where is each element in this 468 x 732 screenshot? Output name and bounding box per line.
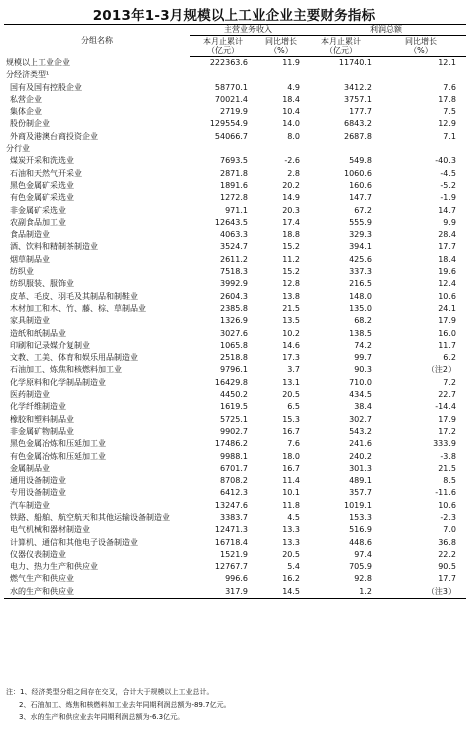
table-row bbox=[4, 340, 466, 352]
revenue-cell: 3027.6 bbox=[220, 328, 248, 338]
row-label: 黑色金属冶炼和压延加工业 bbox=[10, 439, 106, 449]
revenue-cell: 8708.2 bbox=[220, 476, 248, 486]
section-row bbox=[4, 69, 466, 81]
row-label: 石油加工、炼焦和核燃料加工业 bbox=[10, 365, 122, 375]
profit-growth-cell: -2.3 bbox=[440, 512, 456, 522]
profit-cell: 302.7 bbox=[349, 414, 372, 424]
revenue-cell: 1521.9 bbox=[220, 549, 248, 559]
empty-cell bbox=[256, 143, 306, 155]
empty-cell bbox=[376, 69, 466, 81]
revenue-growth-cell: 13.1 bbox=[282, 377, 300, 387]
profit-growth-cell: -4.5 bbox=[440, 168, 456, 178]
row-label: 纺织服装、服饰业 bbox=[10, 279, 74, 289]
row-label: 股份制企业 bbox=[10, 119, 50, 129]
profit-growth-cell: 8.5 bbox=[443, 476, 456, 486]
revenue-cell: 12767.7 bbox=[214, 562, 248, 572]
empty-cell bbox=[376, 143, 466, 155]
revenue-growth-cell: 15.2 bbox=[282, 242, 300, 252]
table-row bbox=[4, 82, 466, 94]
table-row bbox=[4, 549, 466, 561]
revenue-growth-cell: 16.2 bbox=[282, 574, 300, 584]
row-label: 文教、工美、体育和娱乐用品制造业 bbox=[10, 353, 138, 363]
revenue-cell: 6701.7 bbox=[220, 463, 248, 473]
revenue-growth-cell: 13.3 bbox=[282, 537, 300, 547]
row-label: 有色金属矿采选业 bbox=[10, 193, 74, 203]
row-label: 农副食品加工业 bbox=[10, 217, 66, 227]
table-row bbox=[4, 438, 466, 450]
revenue-cell: 13247.6 bbox=[214, 500, 248, 510]
profit-growth-cell: 16.0 bbox=[438, 328, 456, 338]
revenue-cell: 9796.1 bbox=[220, 365, 248, 375]
table-row bbox=[4, 57, 466, 70]
profit-cell: 425.6 bbox=[349, 254, 372, 264]
profit-cell: 148.0 bbox=[349, 291, 372, 301]
profit-growth-cell: 17.9 bbox=[438, 414, 456, 424]
profit-growth-cell: 17.8 bbox=[438, 94, 456, 104]
revenue-growth-cell: 18.4 bbox=[282, 94, 300, 104]
profit-cell: 160.6 bbox=[349, 180, 372, 190]
footnotes bbox=[6, 686, 464, 724]
footnote: 注：1、经济类型分组之间存在交叉，合计大于规模以上工业总计。 bbox=[6, 688, 214, 696]
profit-growth-cell: -3.8 bbox=[440, 451, 456, 461]
revenue-cell: 9988.1 bbox=[220, 451, 248, 461]
revenue-growth-cell: 14.9 bbox=[282, 193, 300, 203]
profit-growth-cell: 22.7 bbox=[438, 390, 456, 400]
revenue-cell: 2604.3 bbox=[220, 291, 248, 301]
profit-growth-cell: 90.5 bbox=[438, 562, 456, 572]
profit-growth-cell: 10.6 bbox=[438, 291, 456, 301]
table-row bbox=[4, 352, 466, 364]
table-row bbox=[4, 205, 466, 217]
row-label: 汽车制造业 bbox=[10, 500, 50, 510]
revenue-cell: 9902.7 bbox=[220, 426, 248, 436]
revenue-cell: 1326.9 bbox=[220, 316, 248, 326]
profit-growth-cell: 17.9 bbox=[438, 316, 456, 326]
revenue-cell: 996.6 bbox=[225, 574, 248, 584]
empty-cell bbox=[306, 69, 376, 81]
revenue-cell: 70021.4 bbox=[214, 94, 248, 104]
table-row bbox=[4, 254, 466, 266]
table-row bbox=[4, 463, 466, 475]
profit-growth-cell: -14.4 bbox=[435, 402, 456, 412]
revenue-cum-header: 本月止累计 （亿元） bbox=[190, 36, 256, 57]
table-row bbox=[4, 180, 466, 192]
revenue-growth-cell: 11.8 bbox=[282, 500, 300, 510]
profit-cell: 11740.1 bbox=[338, 58, 372, 67]
table-row bbox=[4, 401, 466, 413]
revenue-growth-cell: 11.2 bbox=[282, 254, 300, 264]
revenue-cell: 2719.9 bbox=[220, 107, 248, 117]
profit-cell: 543.2 bbox=[349, 426, 372, 436]
table-row bbox=[4, 229, 466, 241]
revenue-cell: 16718.4 bbox=[214, 537, 248, 547]
revenue-cell: 17486.2 bbox=[214, 439, 248, 449]
revenue-cell: 3383.7 bbox=[220, 512, 248, 522]
revenue-growth-cell: 10.2 bbox=[282, 328, 300, 338]
revenue-growth-cell: 21.5 bbox=[282, 303, 300, 313]
revenue-growth-cell: 18.0 bbox=[282, 451, 300, 461]
row-label: 非金属矿物制品业 bbox=[10, 426, 74, 436]
table-row bbox=[4, 377, 466, 389]
table-row bbox=[4, 278, 466, 290]
row-label: 橡胶和塑料制品业 bbox=[10, 414, 74, 424]
table-row bbox=[4, 364, 466, 376]
profit-growth-cell: 10.6 bbox=[438, 500, 456, 510]
revenue-cell: 2871.8 bbox=[220, 168, 248, 178]
profit-cell: 705.9 bbox=[349, 562, 372, 572]
profit-cell: 99.7 bbox=[354, 353, 372, 363]
profit-cell: 68.2 bbox=[354, 316, 372, 326]
table-row bbox=[4, 106, 466, 118]
profit-growth-cell: 14.7 bbox=[438, 205, 456, 215]
revenue-growth-cell: 14.5 bbox=[256, 586, 306, 599]
profit-cell: 67.2 bbox=[354, 205, 372, 215]
profit-cell: 1019.1 bbox=[344, 500, 372, 510]
revenue-cell: 5725.1 bbox=[220, 414, 248, 424]
row-label: 国有及国有控股企业 bbox=[10, 82, 82, 92]
profit-cell: 3757.1 bbox=[344, 94, 372, 104]
revenue-cell: 1272.8 bbox=[220, 193, 248, 203]
revenue-cell: 1619.5 bbox=[220, 402, 248, 412]
empty-cell bbox=[190, 143, 256, 155]
profit-cell: 329.3 bbox=[349, 230, 372, 240]
revenue-cell: 6412.3 bbox=[220, 488, 248, 498]
financial-indicators-table bbox=[4, 24, 466, 599]
profit-group-header: 利润总额 bbox=[306, 25, 466, 36]
revenue-cell: 222363.6 bbox=[209, 58, 248, 67]
revenue-growth-cell: 11.4 bbox=[282, 476, 300, 486]
row-label: 燃气生产和供应业 bbox=[10, 574, 74, 584]
revenue-growth-cell: -2.6 bbox=[284, 156, 300, 166]
revenue-growth-cell: 20.2 bbox=[282, 180, 300, 190]
profit-growth-cell: 7.6 bbox=[443, 82, 456, 92]
row-label: 有色金属冶炼和压延加工业 bbox=[10, 451, 106, 461]
table-row bbox=[4, 537, 466, 549]
profit-cell: 2687.8 bbox=[344, 131, 372, 141]
revenue-cell: 1065.8 bbox=[220, 340, 248, 350]
profit-growth-cell: 6.2 bbox=[443, 353, 456, 363]
revenue-cell: 58770.1 bbox=[214, 82, 248, 92]
row-label: 造纸和纸制品业 bbox=[10, 328, 66, 338]
profit-growth-cell: 7.0 bbox=[443, 525, 456, 535]
profit-cell: 549.8 bbox=[349, 156, 372, 166]
table-row bbox=[4, 512, 466, 524]
revenue-growth-cell: 16.7 bbox=[282, 463, 300, 473]
profit-growth-cell: 28.4 bbox=[438, 230, 456, 240]
profit-growth-cell: 22.2 bbox=[438, 549, 456, 559]
profit-growth-cell: 17.7 bbox=[438, 242, 456, 252]
revenue-growth-cell: 12.8 bbox=[282, 279, 300, 289]
profit-growth-cell: 11.7 bbox=[438, 340, 456, 350]
profit-growth-cell: （注3） bbox=[376, 586, 466, 599]
revenue-growth-header: 同比增长 （%） bbox=[256, 36, 306, 57]
revenue-growth-cell: 7.6 bbox=[287, 439, 300, 449]
footnote: 2、石油加工、炼焦和核燃料加工业去年同期利润总额为-89.7亿元。 bbox=[19, 700, 231, 709]
row-label: 金属制品业 bbox=[10, 463, 50, 473]
revenue-growth-cell: 2.8 bbox=[287, 168, 300, 178]
profit-growth-cell: 7.5 bbox=[443, 107, 456, 117]
profit-cell: 3412.2 bbox=[344, 82, 372, 92]
revenue-cell: 2385.8 bbox=[220, 303, 248, 313]
profit-cell: 1.2 bbox=[306, 586, 376, 599]
profit-cell: 240.2 bbox=[349, 451, 372, 461]
revenue-cell: 12643.5 bbox=[214, 217, 248, 227]
row-label: 食品制造业 bbox=[10, 230, 50, 240]
revenue-growth-cell: 13.5 bbox=[282, 316, 300, 326]
table-row bbox=[4, 475, 466, 487]
row-label: 纺织业 bbox=[10, 267, 34, 277]
profit-cell: 153.3 bbox=[349, 512, 372, 522]
revenue-growth-cell: 16.7 bbox=[282, 426, 300, 436]
profit-cell: 489.1 bbox=[349, 476, 372, 486]
revenue-growth-cell: 20.5 bbox=[282, 549, 300, 559]
profit-growth-cell: -5.2 bbox=[440, 180, 456, 190]
table-row bbox=[4, 426, 466, 438]
row-label: 通用设备制造业 bbox=[10, 476, 66, 486]
revenue-cell: 7693.5 bbox=[220, 156, 248, 166]
revenue-growth-cell: 15.3 bbox=[282, 414, 300, 424]
revenue-growth-cell: 20.5 bbox=[282, 390, 300, 400]
table-row bbox=[4, 500, 466, 512]
row-label: 酒、饮料和精制茶制造业 bbox=[10, 242, 98, 252]
revenue-cell: 2611.2 bbox=[220, 254, 248, 264]
profit-cell: 216.5 bbox=[349, 279, 372, 289]
table-row bbox=[4, 241, 466, 253]
profit-growth-cell: 18.4 bbox=[438, 254, 456, 264]
profit-cell: 555.9 bbox=[349, 217, 372, 227]
table-row bbox=[4, 217, 466, 229]
group-name-header: 分组名称 bbox=[4, 25, 190, 57]
row-label: 印刷和记录媒介复制业 bbox=[10, 340, 90, 350]
revenue-cell: 2518.8 bbox=[220, 353, 248, 363]
profit-cell: 74.2 bbox=[354, 340, 372, 350]
table-row bbox=[4, 561, 466, 573]
revenue-cell: 971.1 bbox=[225, 205, 248, 215]
footnote: 3、水的生产和供应业去年同期利润总额为-6.3亿元。 bbox=[19, 713, 185, 721]
profit-cum-header: 本月止累计 （亿元） bbox=[306, 36, 376, 57]
profit-cell: 138.5 bbox=[349, 328, 372, 338]
table-row bbox=[4, 451, 466, 463]
row-label: 铁路、船舶、航空航天和其他运输设备制造业 bbox=[10, 512, 170, 522]
profit-growth-header: 同比增长 （%） bbox=[376, 36, 466, 57]
profit-cell: 177.7 bbox=[349, 107, 372, 117]
empty-cell bbox=[190, 69, 256, 81]
table-row bbox=[4, 315, 466, 327]
row-label: 专用设备制造业 bbox=[10, 488, 66, 498]
row-label: 化学原料和化学制品制造业 bbox=[10, 377, 106, 387]
revenue-cell: 1891.6 bbox=[220, 180, 248, 190]
table-row bbox=[4, 155, 466, 167]
revenue-growth-cell: 10.4 bbox=[282, 107, 300, 117]
empty-cell bbox=[256, 69, 306, 81]
row-label: 计算机、通信和其他电子设备制造业 bbox=[10, 537, 138, 547]
profit-growth-cell: 12.1 bbox=[438, 58, 456, 67]
revenue-growth-cell: 18.8 bbox=[282, 230, 300, 240]
profit-growth-cell: 24.1 bbox=[438, 303, 456, 313]
profit-cell: 301.3 bbox=[349, 463, 372, 473]
row-label: 集体企业 bbox=[10, 107, 42, 117]
profit-cell: 448.6 bbox=[349, 537, 372, 547]
profit-cell: 337.3 bbox=[349, 267, 372, 277]
table-row bbox=[4, 524, 466, 536]
revenue-growth-cell: 14.0 bbox=[282, 119, 300, 129]
table-row bbox=[4, 328, 466, 340]
revenue-growth-cell: 4.5 bbox=[287, 512, 300, 522]
profit-cell: 357.7 bbox=[349, 488, 372, 498]
profit-growth-cell: 7.1 bbox=[443, 131, 456, 141]
profit-growth-cell: 17.2 bbox=[438, 426, 456, 436]
table-row bbox=[4, 389, 466, 401]
profit-growth-cell: （注2） bbox=[426, 365, 456, 375]
table-row bbox=[4, 131, 466, 143]
profit-growth-cell: 7.2 bbox=[443, 377, 456, 387]
table-row bbox=[4, 192, 466, 204]
table-row bbox=[4, 414, 466, 426]
revenue-cell: 317.9 bbox=[190, 586, 256, 599]
revenue-group-header: 主营业务收入 bbox=[190, 25, 306, 36]
profit-growth-cell: 17.7 bbox=[438, 574, 456, 584]
profit-growth-cell: -11.6 bbox=[435, 488, 456, 498]
profit-growth-cell: 12.9 bbox=[438, 119, 456, 129]
profit-growth-cell: 9.9 bbox=[443, 217, 456, 227]
revenue-growth-cell: 15.2 bbox=[282, 267, 300, 277]
table-row bbox=[4, 266, 466, 278]
row-label: 水的生产和供应业 bbox=[4, 586, 190, 599]
profit-cell: 516.9 bbox=[349, 525, 372, 535]
revenue-growth-cell: 6.5 bbox=[287, 402, 300, 412]
profit-growth-cell: 12.4 bbox=[438, 279, 456, 289]
revenue-growth-cell: 17.4 bbox=[282, 217, 300, 227]
revenue-cell: 3524.7 bbox=[220, 242, 248, 252]
revenue-growth-cell: 4.9 bbox=[287, 82, 300, 92]
row-label: 私营企业 bbox=[10, 94, 42, 104]
profit-cell: 394.1 bbox=[349, 242, 372, 252]
profit-cell: 241.6 bbox=[349, 439, 372, 449]
table-body bbox=[4, 57, 466, 599]
profit-growth-cell: 19.6 bbox=[438, 267, 456, 277]
revenue-growth-cell: 13.3 bbox=[282, 525, 300, 535]
row-label: 电力、热力生产和供应业 bbox=[10, 562, 98, 572]
profit-cell: 38.4 bbox=[354, 402, 372, 412]
table-row bbox=[4, 586, 466, 599]
row-label: 分经济类型¹ bbox=[6, 70, 50, 80]
profit-growth-cell: 36.8 bbox=[438, 537, 456, 547]
profit-cell: 710.0 bbox=[349, 377, 372, 387]
table-row bbox=[4, 118, 466, 130]
page-title: 2013年1-3月规模以上工业企业主要财务指标 bbox=[92, 8, 376, 24]
revenue-cell: 16429.8 bbox=[214, 377, 248, 387]
revenue-cell: 7518.3 bbox=[220, 267, 248, 277]
row-label: 煤炭开采和洗选业 bbox=[10, 156, 74, 166]
table-row bbox=[4, 573, 466, 585]
empty-cell bbox=[306, 143, 376, 155]
table-row bbox=[4, 94, 466, 106]
profit-cell: 1060.6 bbox=[344, 168, 372, 178]
table-row bbox=[4, 291, 466, 303]
revenue-growth-cell: 8.0 bbox=[287, 131, 300, 141]
revenue-cell: 3992.9 bbox=[220, 279, 248, 289]
row-label: 非金属矿采选业 bbox=[10, 205, 66, 215]
revenue-growth-cell: 17.3 bbox=[282, 353, 300, 363]
row-label: 外商及港澳台商投资企业 bbox=[10, 131, 98, 141]
row-label: 家具制造业 bbox=[10, 316, 50, 326]
table-row bbox=[4, 168, 466, 180]
revenue-cell: 12471.3 bbox=[214, 525, 248, 535]
revenue-growth-cell: 13.8 bbox=[282, 291, 300, 301]
profit-growth-cell: -1.9 bbox=[440, 193, 456, 203]
row-label: 皮革、毛皮、羽毛及其制品和制鞋业 bbox=[10, 291, 138, 301]
row-label: 电气机械和器材制造业 bbox=[10, 525, 90, 535]
profit-cell: 135.0 bbox=[349, 303, 372, 313]
revenue-growth-cell: 5.4 bbox=[287, 562, 300, 572]
revenue-cell: 54066.7 bbox=[214, 131, 248, 141]
revenue-growth-cell: 10.1 bbox=[282, 488, 300, 498]
profit-growth-cell: 333.9 bbox=[433, 439, 456, 449]
revenue-growth-cell: 14.6 bbox=[282, 340, 300, 350]
table-row bbox=[4, 487, 466, 499]
revenue-growth-cell: 3.7 bbox=[287, 365, 300, 375]
revenue-cell: 129554.9 bbox=[209, 119, 248, 129]
row-label: 仪器仪表制造业 bbox=[10, 549, 66, 559]
revenue-cell: 4063.3 bbox=[220, 230, 248, 240]
profit-growth-cell: 21.5 bbox=[438, 463, 456, 473]
row-label: 规模以上工业企业 bbox=[6, 57, 70, 67]
profit-cell: 92.8 bbox=[354, 574, 372, 584]
profit-cell: 6843.2 bbox=[344, 119, 372, 129]
section-row bbox=[4, 143, 466, 155]
profit-cell: 97.4 bbox=[354, 549, 372, 559]
row-label: 烟草制品业 bbox=[10, 254, 50, 264]
revenue-growth-cell: 20.3 bbox=[282, 205, 300, 215]
profit-growth-cell: -40.3 bbox=[435, 156, 456, 166]
revenue-cell: 4450.2 bbox=[220, 390, 248, 400]
table-row bbox=[4, 303, 466, 315]
row-label: 医药制造业 bbox=[10, 390, 50, 400]
row-label: 石油和天然气开采业 bbox=[10, 168, 82, 178]
row-label: 化学纤维制造业 bbox=[10, 402, 66, 412]
profit-cell: 90.3 bbox=[354, 365, 372, 375]
profit-cell: 147.7 bbox=[349, 193, 372, 203]
revenue-growth-cell: 11.9 bbox=[282, 58, 300, 67]
profit-cell: 434.5 bbox=[349, 390, 372, 400]
row-label: 分行业 bbox=[6, 144, 30, 154]
row-label: 黑色金属矿采选业 bbox=[10, 180, 74, 190]
row-label: 木材加工和木、竹、藤、棕、草制品业 bbox=[10, 303, 146, 313]
